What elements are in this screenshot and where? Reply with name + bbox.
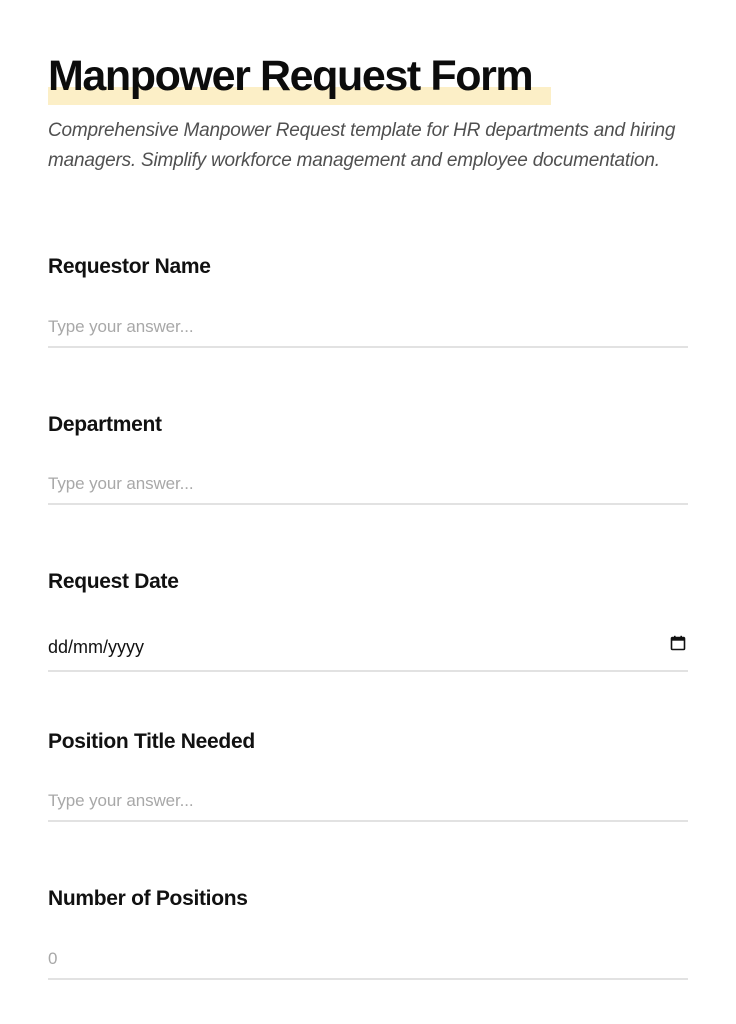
request-date-value: dd/mm/yyyy <box>48 637 145 657</box>
field-number-of-positions <box>48 886 688 968</box>
number-of-positions-label: Number of Positions <box>48 887 248 910</box>
requestor-name-placeholder: Type your answer... <box>48 317 194 336</box>
position-title-placeholder: Type your answer... <box>48 791 194 810</box>
position-title-label: Position Title Needed <box>48 730 255 753</box>
field-department <box>48 412 688 493</box>
form-header <box>48 52 532 100</box>
number-of-positions-input[interactable] <box>48 940 688 980</box>
request-date-label: Request Date <box>48 570 179 593</box>
department-placeholder: Type your answer... <box>48 474 194 493</box>
request-date-input[interactable] <box>48 625 688 672</box>
page-title: Manpower Request Form <box>48 52 533 100</box>
form-description: Comprehensive Manpower Request template for HR departments and hiring managers. Simplify workforce management and employee documentation. <box>48 120 676 171</box>
field-request-date <box>48 569 688 657</box>
number-of-positions-placeholder: 0 <box>48 949 58 968</box>
field-requestor-name <box>48 254 688 336</box>
requestor-name-input[interactable] <box>48 308 688 348</box>
calendar-icon[interactable] <box>670 635 686 651</box>
field-position-title <box>48 729 688 810</box>
department-input[interactable] <box>48 465 688 505</box>
department-label: Department <box>48 413 162 436</box>
position-title-input[interactable] <box>48 782 688 822</box>
requestor-name-label: Requestor Name <box>48 255 211 278</box>
